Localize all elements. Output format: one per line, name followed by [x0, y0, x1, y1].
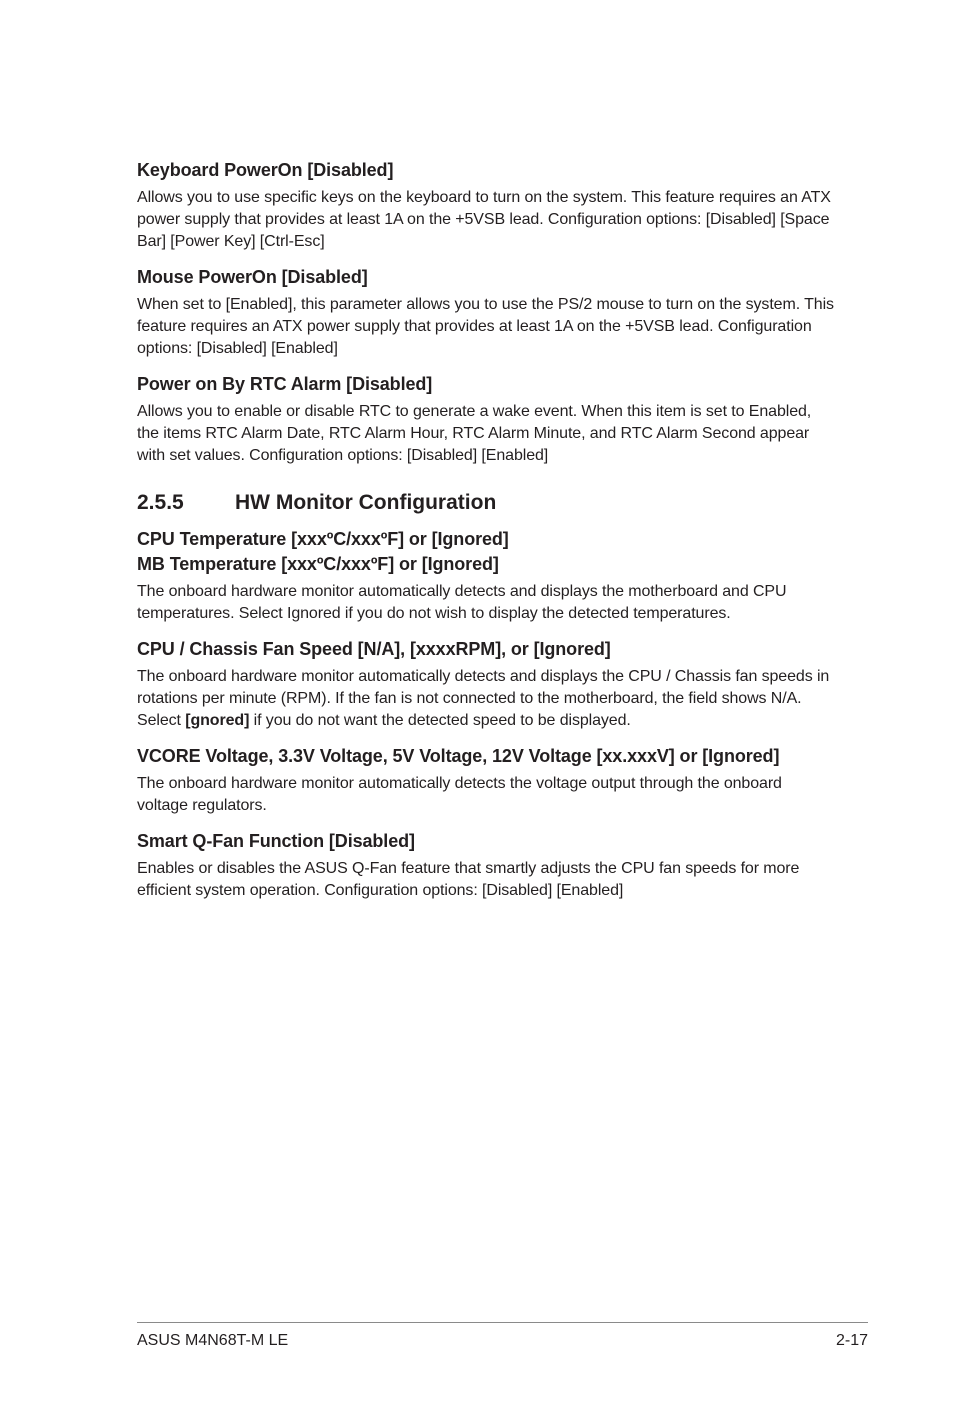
description-text: if you do not want the detected speed to be displayed.: [249, 712, 631, 729]
item-description: The onboard hardware monitor automatically detects and displays the motherboard and CPU temperatures. Select Ignored if you do not wish to display the detected temperatures.: [137, 583, 787, 622]
item-title: Mouse PowerOn [Disabled]: [137, 267, 368, 287]
item-description: Allows you to use specific keys on the keyboard to turn on the system. This feature requires an ATX power supply that provides at least 1A on the +5VSB lead. Configuration options: [Disabled] [Space Bar] [Power Key] [Ctrl-Esc]: [137, 189, 831, 250]
item-title: Keyboard PowerOn [Disabled]: [137, 160, 394, 180]
description-emphasis: [gnored]: [185, 712, 250, 729]
item-title: Smart Q-Fan Function [Disabled]: [137, 831, 415, 851]
footer-divider: [137, 1322, 868, 1323]
item-description: When set to [Enabled], this parameter allows you to use the PS/2 mouse to turn on the system. This feature requires an ATX power supply that provides at least 1A on the +5VSB lead. Configuration options: [Disabled] [Enabled]: [137, 296, 834, 357]
section-title: HW Monitor Configuration: [235, 491, 497, 514]
page-footer: [137, 1331, 868, 1351]
item-title: VCORE Voltage, 3.3V Voltage, 5V Voltage, 12V Voltage [xx.xxxV] or [Ignored]: [137, 746, 780, 766]
page-content: [137, 158, 837, 914]
item-temperature: [137, 527, 837, 625]
item-fan-speed: [137, 637, 837, 732]
item-description: The onboard hardware monitor automatically detects the voltage output through the onboard voltage regulators.: [137, 775, 782, 814]
section-number: 2.5.5: [137, 491, 184, 514]
item-smart-qfan: [137, 829, 837, 902]
item-voltage: [137, 744, 837, 817]
item-mouse-poweron: [137, 265, 837, 360]
item-title: CPU / Chassis Fan Speed [N/A], [xxxxRPM], or [Ignored]: [137, 639, 611, 659]
item-description: Allows you to enable or disable RTC to generate a wake event. When this item is set to Enabled, the items RTC Alarm Date, RTC Alarm Hour, RTC Alarm Minute, and RTC Alarm Second appear with set values. Configuration options: [Disabled] [Enabled]: [137, 403, 812, 464]
item-description: Enables or disables the ASUS Q-Fan feature that smartly adjusts the CPU fan speeds for more efficient system operation. Configuration options: [Disabled] [Enabled]: [137, 860, 800, 899]
description-text: The onboard hardware monitor automatically detects and displays the CPU / Chassis fan speeds in rotations per minute (RPM). If the fan is not connected to the motherboard, the field shows N/A. Select: [137, 668, 830, 729]
footer-page-number: 2-17: [835, 1332, 868, 1349]
footer-product-name: ASUS M4N68T-M LE: [137, 1332, 289, 1349]
section-heading: [137, 489, 837, 517]
item-rtc-alarm: [137, 372, 837, 467]
item-description: [137, 666, 837, 732]
item-title-cpu-temperature: CPU Temperature [xxxºC/xxxºF] or [Ignored]: [137, 529, 509, 549]
item-keyboard-poweron: [137, 158, 837, 253]
item-title-mb-temperature: MB Temperature [xxxºC/xxxºF] or [Ignored]: [137, 554, 499, 574]
item-title: Power on By RTC Alarm [Disabled]: [137, 374, 433, 394]
